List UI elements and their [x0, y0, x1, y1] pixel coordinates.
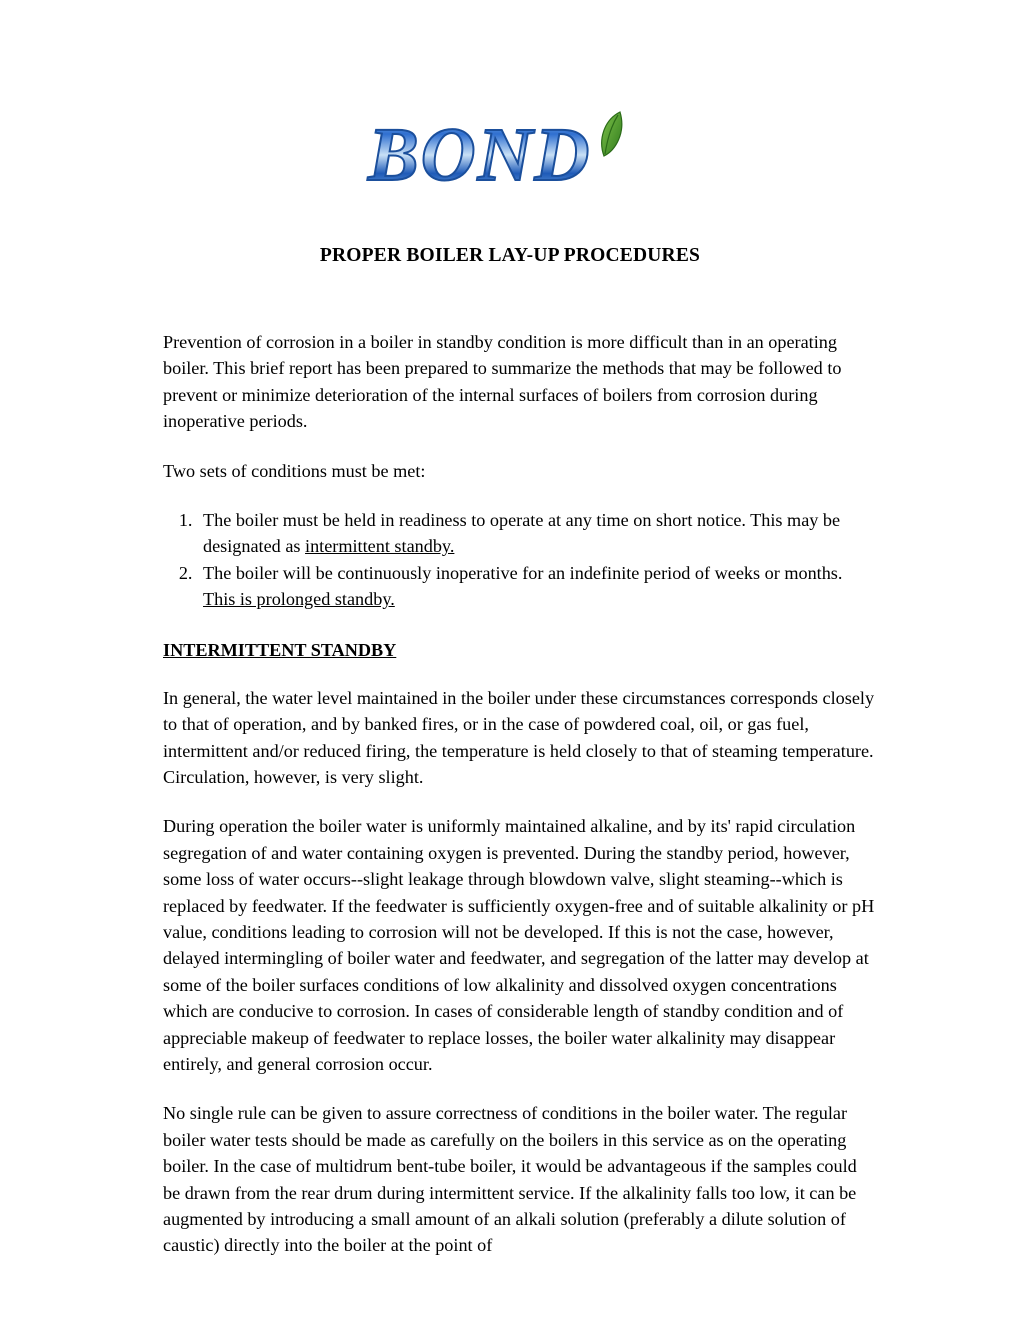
list-item-underlined: intermittent standby. [305, 536, 455, 557]
paragraph-intro: Prevention of corrosion in a boiler in standby condition is more difficult than in an operating boiler. This brief report has been prepared to summarize the methods that may be followed to prevent or minimize deterioration of the internal surfaces of boilers from corrosion during inoperative periods. [163, 332, 842, 432]
bond-logo [360, 108, 660, 198]
paragraph-intermittent-1: In general, the water level maintained in the boiler under these circumstances corresponds closely to that of operation, and by banked fires, or in the case of powdered coal, oil, or gas fuel, intermittent and/or reduced firing, the temperature is held closely to that of steaming temperature. Circulation, however, is very slight. [163, 687, 875, 788]
list-item-underlined: This is prolonged standby. [203, 589, 395, 610]
svg-text:BOND: BOND [368, 113, 592, 197]
list-item [197, 507, 875, 560]
bond-logo-icon [360, 108, 660, 200]
document-body [145, 329, 875, 1259]
list-item-text: The boiler will be continuously inoperative for an indefinite period of weeks or months. [203, 562, 843, 583]
paragraph-intermittent-2: During operation the boiler water is uniformly maintained alkaline, and by its' rapid circulation segregation of and water containing oxygen is prevented. During the standby period, however, some loss of water occurs--slight leakage through blowdown valve, slight steaming--which is replaced by feedwater. If the feedwater is sufficiently oxygen-free and of suitable alkalinity or pH value, conditions leading to corrosion will not be developed. If this is not the case, however, delayed intermingling of boiler water and feedwater, and segregation of the latter may develop at some of the boiler surfaces conditions of low alkalinity and dissolved oxygen concentrations which are conducive to corrosion. In cases of considerable length of standby condition and of appreciable makeup of feedwater to replace losses, the boiler water alkalinity may disappear entirely, and general corrosion occur. [163, 816, 875, 1074]
list-item [197, 560, 875, 613]
section-heading-intermittent-standby: INTERMITTENT STANDBY [163, 639, 397, 660]
page-title: PROPER BOILER LAY-UP PROCEDURES [319, 245, 701, 266]
logo-container [0, 0, 1020, 198]
paragraph-intermittent-3: No single rule can be given to assure correctness of conditions in the boiler water. The regular boiler water tests should be made as carefully on the boilers in this service as on the operating boiler. In the case of multidrum bent-tube boiler, it would be advantageous if the samples could be drawn from the rear drum during intermittent service. If the alkalinity falls too low, it can be augmented by introducing a small amount of an alkali solution (preferably a dilute solution of caustic) directly into the boiler at the point of [163, 1103, 857, 1256]
conditions-list [163, 507, 875, 613]
list-item-text: The boiler must be held in readiness to operate at any time on short notice. This may be designated as [203, 509, 841, 557]
paragraph-conditions-lead: Two sets of conditions must be met: [163, 460, 426, 481]
